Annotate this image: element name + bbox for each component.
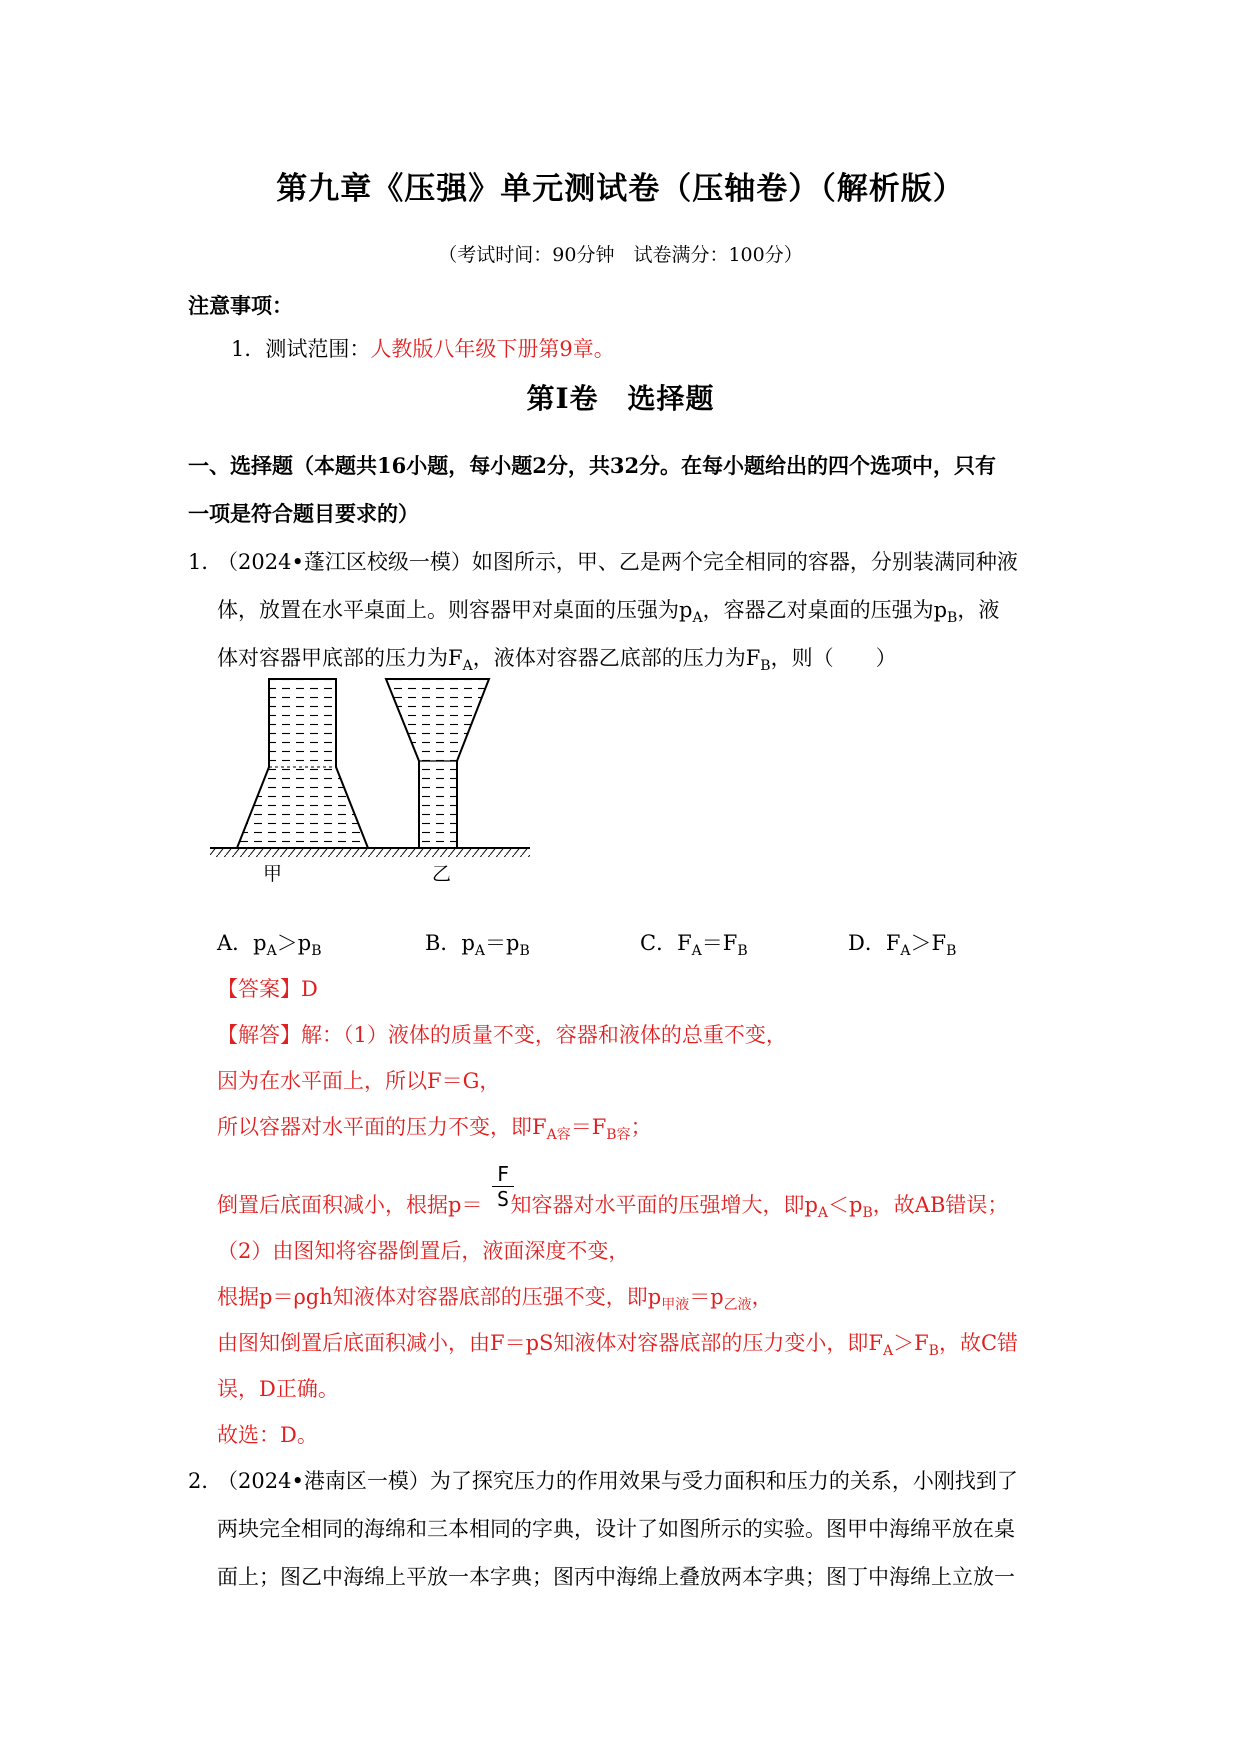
exam-info: （考试时间：90分钟 试卷满分：100分） [438, 244, 803, 266]
notice-item-prefix: 1．测试范围： [231, 337, 371, 361]
q1-option-c[interactable]: C．$F_A=F_B$ [640, 931, 748, 960]
section-title: 第Ⅰ卷 选择题 [526, 382, 715, 415]
q1-line3: 体对容器甲底部的压力为$F_A$，液体对容器乙底部的压力为$F_B$，则（ ） [217, 646, 897, 675]
container-figure [210, 675, 530, 890]
notice-item [231, 333, 615, 363]
label-yi: 乙 [432, 863, 452, 885]
page-title: 第九章《压强》单元测试卷（压轴卷）（解析版） [276, 171, 965, 207]
q1-line2: 体，放置在水平桌面上。则容器甲对桌面的压强为$p_A$，容器乙对桌面的压强为$p_B$，液 [217, 598, 1000, 627]
label-jia: 甲 [263, 863, 283, 885]
q1-analysis-2: 因为在水平面上，所以F＝G， [217, 1069, 501, 1093]
q1-option-a[interactable]: A．$p_A>p_B$ [217, 931, 322, 960]
q1-answer: 【答案】D [217, 977, 318, 1001]
q1-option-b[interactable]: B．$p_A=p_B$ [425, 931, 530, 960]
q1-analysis-3: 所以容器对水平面的压力不变，即$F_{A容}=F_{B容}$； [217, 1115, 652, 1144]
q2-line1: （2024•港南区一模）为了探究压力的作用效果与受力面积和压力的关系，小刚找到了 [217, 1469, 1018, 1493]
part-heading-line1: 一、选择题（本题共16小题，每小题2分，共32分。在每小题给出的四个选项中，只有 [188, 453, 997, 478]
q1-analysis-6: 根据p＝ρgh知液体对容器底部的压强不变，即$p_{甲液}=p_{乙液}$， [217, 1285, 773, 1314]
q1-line1: （2024•蓬江区校级一模）如图所示，甲、乙是两个完全相同的容器，分别装满同种液 [217, 550, 1018, 574]
q1-analysis-5: （2）由图知将容器倒置后，液面深度不变， [217, 1239, 630, 1263]
q1-option-d[interactable]: D．$F_A>F_B$ [848, 931, 957, 960]
ground-hatch [210, 849, 530, 857]
q1-analysis-7: 由图知倒置后底面积减小，由F＝pS知液体对容器底部的压力变小，即$F_A>F_B$，故C错 [217, 1331, 1019, 1360]
notice-item-range: 人教版八年级下册第9章。 [370, 337, 615, 361]
container-jia [237, 679, 368, 848]
q1-number: 1． [188, 550, 223, 574]
formula-fraction: $\frac{F}{S}$ [492, 1162, 514, 1211]
notice-heading: 注意事项： [188, 293, 293, 318]
q1-analysis-9: 故选：D。 [217, 1423, 318, 1447]
q1-analysis-4: 倒置后底面积减小，根据p＝ 知容器对水平面的压强增大，即$p_A<p_B$，故AB错误； [217, 1193, 1009, 1222]
q2-line2: 两块完全相同的海绵和三本相同的字典，设计了如图所示的实验。图甲中海绵平放在桌 [217, 1517, 1015, 1541]
container-yi [386, 679, 489, 848]
q2-number: 2． [188, 1469, 223, 1493]
q1-analysis-8: 误，D正确。 [217, 1377, 339, 1401]
q1-analysis-1: 【解答】解：（1）液体的质量不变，容器和液体的总重不变， [217, 1023, 787, 1047]
part-heading-line2: 一项是符合题目要求的） [188, 501, 419, 526]
q2-line3: 面上；图乙中海绵上平放一本字典；图丙中海绵上叠放两本字典；图丁中海绵上立放一 [217, 1565, 1015, 1589]
